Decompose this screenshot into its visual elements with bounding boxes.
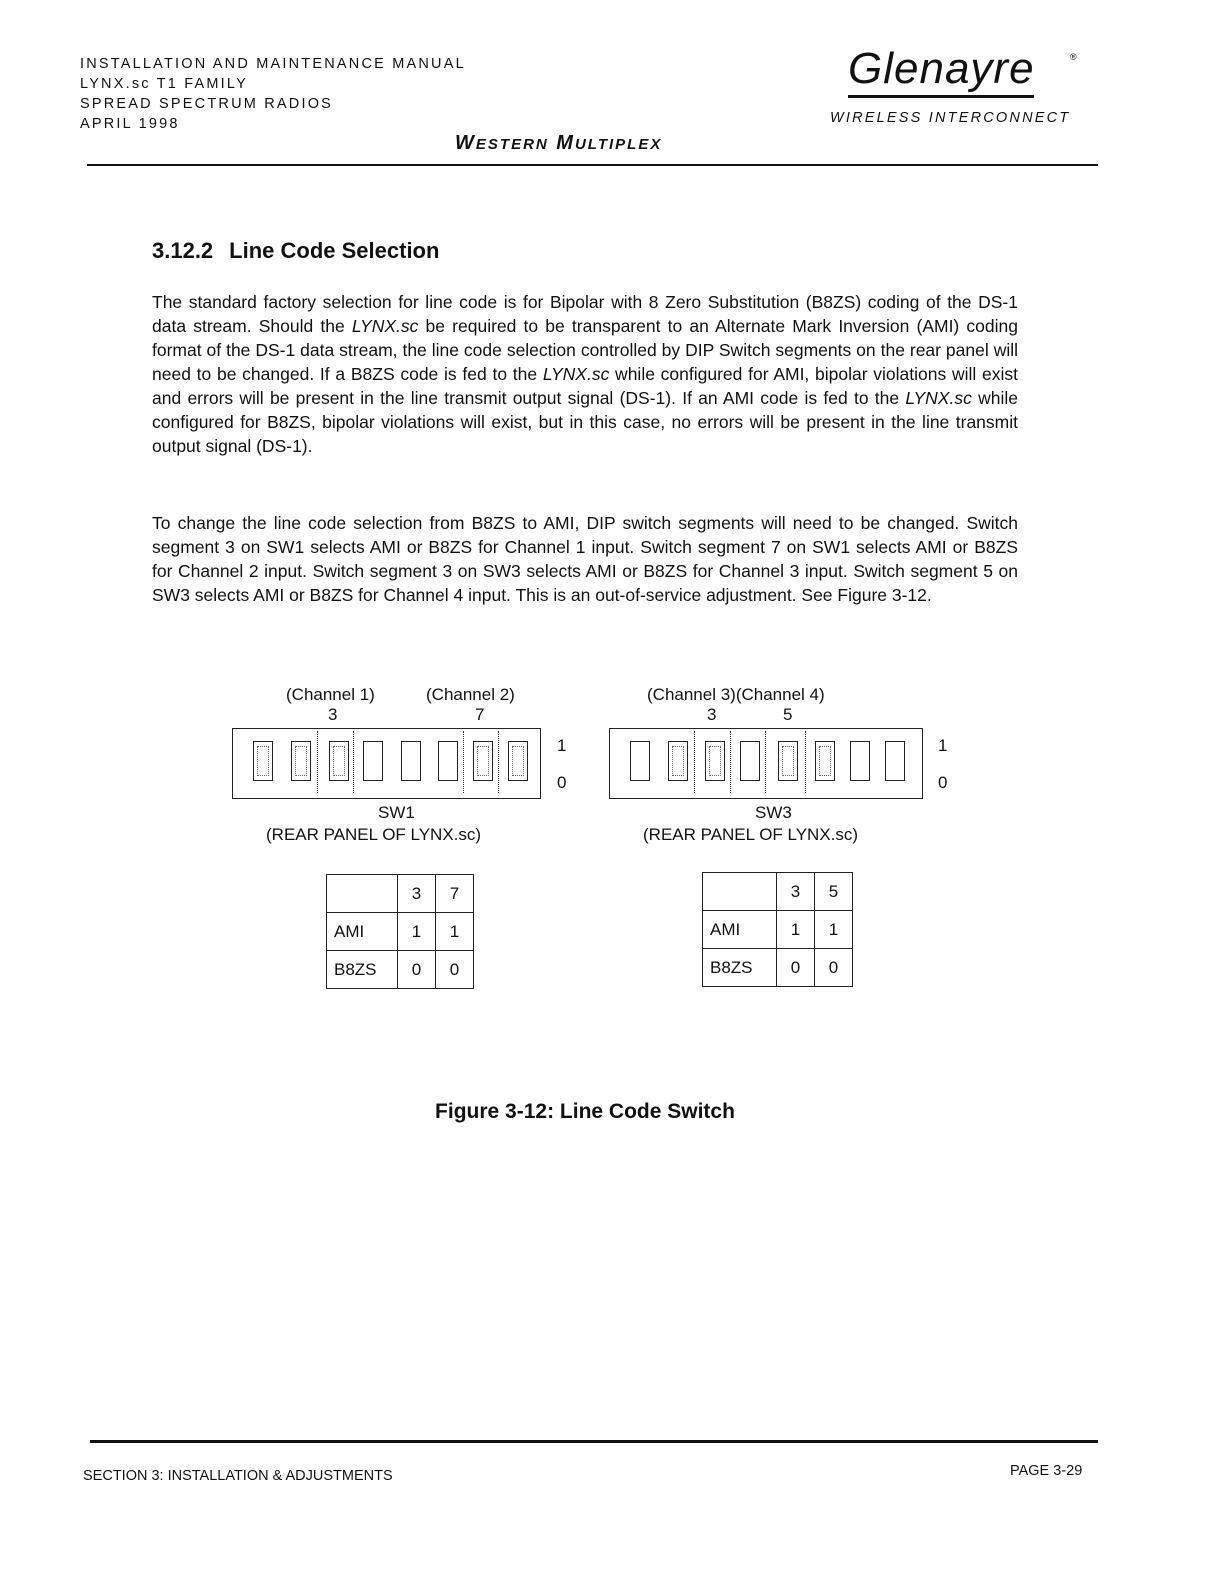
table-cell: AMI	[327, 913, 398, 951]
header-manual-info	[80, 54, 466, 134]
dip-switch-segment	[291, 741, 311, 781]
switch-knob	[782, 746, 794, 776]
text-run: while configured for B8ZS, bipolar violations will exist, but in this case, no errors will be present in the line transmit output signal (DS-1).	[152, 388, 1018, 456]
segment-divider	[498, 731, 499, 793]
dip-switch-segment	[363, 741, 383, 781]
company-logo: Glenayre	[848, 44, 1035, 93]
header-line: LYNX.sc T1 FAMILY	[80, 76, 248, 92]
sw3-segment-3-label: 3	[707, 705, 717, 724]
company-name-cap: W	[455, 132, 476, 154]
dip-switch-segment	[778, 741, 798, 781]
sw3-channel-labels: (Channel 3)(Channel 4)	[647, 685, 825, 704]
dip-switch-segment	[329, 741, 349, 781]
sw1-segment-7-label: 7	[475, 705, 485, 724]
table-cell: 3	[777, 873, 815, 911]
table-cell: 1	[398, 913, 436, 951]
company-name-cap: M	[556, 132, 575, 154]
product-name: LYNX.sc	[351, 316, 419, 336]
text-run: while configured for AMI, bipolar violations will exist and errors will be present in the line transmit output signal (DS-1). If an AMI code is fed to the	[152, 364, 1018, 408]
sw1-channel-1-label: (Channel 1)	[286, 685, 375, 704]
sw1-code-table	[326, 874, 474, 989]
segment-divider	[730, 731, 731, 793]
table-cell: 5	[815, 873, 853, 911]
table-cell: 0	[815, 949, 853, 987]
table-row	[327, 951, 474, 989]
switch-knob	[672, 746, 684, 776]
text-run: The standard factory selection for line code is for Bipolar with 8 Zero Substitution (B8ZS) coding of the DS-1 data stream. Should the	[152, 292, 1018, 336]
sw1-channel-2-label: (Channel 2)	[426, 685, 515, 704]
table-cell: 1	[777, 911, 815, 949]
company-name-rest: ULTIPLEX	[574, 136, 663, 153]
header-rule	[87, 164, 1098, 166]
segment-divider	[765, 731, 766, 793]
switch-knob	[819, 746, 831, 776]
paragraph-2: To change the line code selection from B8ZS to AMI, DIP switch segments will need to be changed. Switch segment 3 on SW1 selects AMI or B8ZS for Channel 1 input. Switch segment 7 on SW1 selects AMI or B8ZS for Channel 2 input. Switch segment 3 on SW3 selects AMI or B8ZS for Channel 3 input. Switch segment 5 on SW3 selects AMI or B8ZS for Channel 4 input. This is an out-of-service adjustment. See Figure 3-12.	[152, 513, 1018, 605]
sw3-position-1-label: 1	[938, 736, 948, 755]
sw1-position-0-label: 0	[557, 773, 567, 792]
dip-switch-segment	[253, 741, 273, 781]
table-row	[703, 911, 853, 949]
segment-divider	[353, 731, 354, 793]
table-row	[703, 949, 853, 987]
header-line: APRIL 1998	[80, 116, 180, 132]
product-name: LYNX.sc	[542, 364, 610, 384]
dip-switch-segment	[668, 741, 688, 781]
dip-switch-segment	[438, 741, 458, 781]
paragraph-1	[152, 290, 1018, 458]
table-cell: 0	[777, 949, 815, 987]
switch-knob	[477, 746, 489, 776]
dip-switch-segment	[705, 741, 725, 781]
figure-caption: Figure 3-12: Line Code Switch	[435, 1100, 735, 1123]
switch-knob	[709, 746, 721, 776]
registered-mark: ®	[1070, 52, 1077, 62]
sw3-segment-5-label: 5	[783, 705, 793, 724]
sw3-position-0-label: 0	[938, 773, 948, 792]
footer-section: SECTION 3: INSTALLATION & ADJUSTMENTS	[83, 1468, 393, 1484]
table-cell: B8ZS	[327, 951, 398, 989]
sw1-segment-3-label: 3	[328, 705, 338, 724]
dip-switch-segment	[740, 741, 760, 781]
company-name	[455, 132, 662, 155]
section-title: Line Code Selection	[229, 238, 440, 263]
segment-divider	[463, 731, 464, 793]
table-cell: 7	[436, 875, 474, 913]
dip-switch-segment	[401, 741, 421, 781]
segment-divider	[694, 731, 695, 793]
logo-tagline: WIRELESS INTERCONNECT	[830, 110, 1071, 126]
table-cell	[327, 875, 398, 913]
dip-switch-segment	[850, 741, 870, 781]
sw3-panel-label: (REAR PANEL OF LYNX.sc)	[643, 825, 859, 844]
sw1-position-1-label: 1	[557, 736, 567, 755]
switch-knob	[512, 746, 524, 776]
sw3-name: SW3	[755, 803, 792, 822]
table-cell: 0	[398, 951, 436, 989]
section-number: 3.12.2	[152, 238, 214, 263]
dip-switch-segment	[508, 741, 528, 781]
dip-switch-segment	[630, 741, 650, 781]
sw3-code-table	[702, 872, 853, 987]
table-cell	[703, 873, 777, 911]
dip-switch-segment	[815, 741, 835, 781]
segment-divider	[805, 731, 806, 793]
dip-switch-segment	[473, 741, 493, 781]
product-name: LYNX.sc	[905, 388, 972, 408]
table-row	[703, 873, 853, 911]
switch-knob	[295, 746, 307, 776]
sw1-dip-switch	[232, 728, 541, 799]
text-run: be required to be transparent to an Alternate Mark Inversion (AMI) coding format of the DS-1 data stream, the line code selection controlled by DIP Switch segments on the rear panel will need to be changed. If a B8ZS code is fed to the	[152, 316, 1018, 384]
table-row	[327, 913, 474, 951]
section-heading	[152, 238, 439, 264]
footer-rule	[90, 1440, 1098, 1443]
table-cell: 1	[436, 913, 474, 951]
sw1-name: SW1	[378, 803, 415, 822]
header-line: SPREAD SPECTRUM RADIOS	[80, 96, 334, 112]
dip-switch-segment	[885, 741, 905, 781]
switch-knob	[257, 746, 269, 776]
logo-underline	[848, 95, 1034, 98]
header-line: INSTALLATION AND MAINTENANCE MANUAL	[80, 56, 466, 72]
footer-page-number: PAGE 3-29	[1010, 1463, 1083, 1479]
table-cell: AMI	[703, 911, 777, 949]
table-cell: B8ZS	[703, 949, 777, 987]
table-cell: 1	[815, 911, 853, 949]
table-cell: 3	[398, 875, 436, 913]
company-name-rest: ESTERN	[475, 136, 549, 153]
segment-divider	[317, 731, 318, 793]
table-row	[327, 875, 474, 913]
table-cell: 0	[436, 951, 474, 989]
sw3-dip-switch	[609, 728, 923, 799]
switch-knob	[333, 746, 345, 776]
sw1-panel-label: (REAR PANEL OF LYNX.sc)	[266, 825, 482, 844]
